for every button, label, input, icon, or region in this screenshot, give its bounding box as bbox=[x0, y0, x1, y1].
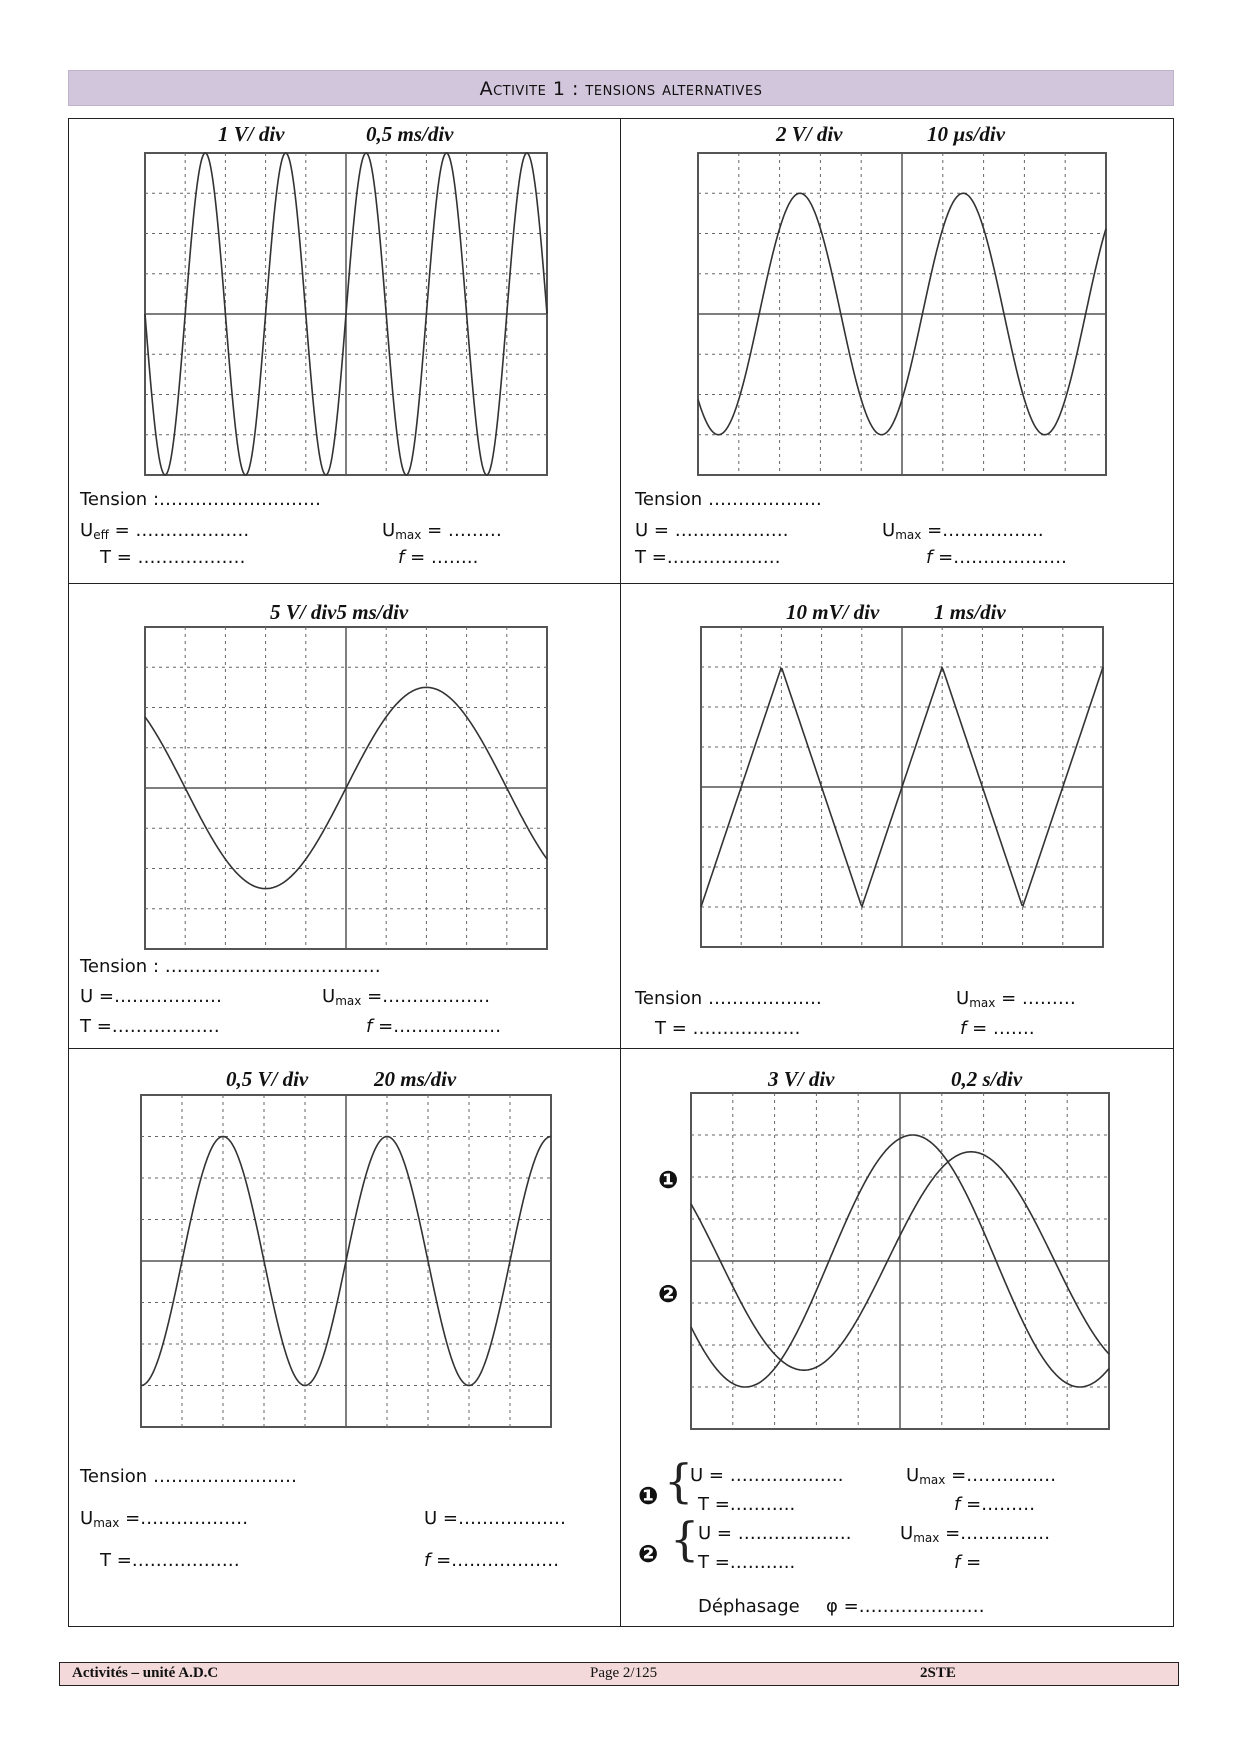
frequency-line: f =……… bbox=[954, 1494, 1036, 1515]
period-line: T =………………. bbox=[635, 547, 781, 568]
umax-line: $U_{max}$ =……………… bbox=[80, 1508, 249, 1530]
umax-line: $U_{max}$ =…………… bbox=[906, 1465, 1057, 1487]
frequency-line: f = …….. bbox=[398, 547, 479, 568]
volt-div-label: 2 V/ div bbox=[776, 122, 843, 146]
frequency-line: f =……………… bbox=[424, 1550, 560, 1571]
curve-2-marker: ❷ bbox=[658, 1280, 679, 1308]
page-footer bbox=[59, 1662, 1179, 1686]
tension-line: Tension ………………. bbox=[635, 988, 822, 1009]
phase-line: φ =………………… bbox=[826, 1596, 985, 1617]
ueff-line: $U_{eff}$ = ………………. bbox=[80, 520, 250, 542]
row-divider bbox=[69, 583, 1173, 584]
u-line: U = ………………. bbox=[635, 520, 789, 541]
scale-label: 5 V/ div5 ms/div bbox=[270, 600, 409, 624]
time-div-label: 0,5 ms/div bbox=[366, 122, 454, 146]
umax-line: $U_{max}$ = ……… bbox=[956, 988, 1076, 1010]
frequency-line: f =………………. bbox=[926, 547, 1067, 568]
tension-line: Tension ………………. bbox=[635, 489, 822, 510]
tension-line: Tension …………………… bbox=[80, 1466, 297, 1487]
umax-line: $U_{max}$ = ……… bbox=[382, 520, 502, 542]
page-title: Activite 1 : tensions alternatives bbox=[68, 70, 1174, 106]
column-divider bbox=[620, 119, 621, 1626]
period-line: T =……….. bbox=[698, 1552, 796, 1573]
period-line: T =……………… bbox=[100, 1550, 240, 1571]
volt-div-label: 3 V/ div bbox=[768, 1067, 835, 1091]
u-line: U =……………… bbox=[80, 986, 222, 1007]
dephasage-label: Déphasage bbox=[698, 1596, 800, 1617]
page-number: Page 2/125 bbox=[590, 1665, 658, 1681]
umax-line: $U_{max}$ =…………….. bbox=[882, 520, 1044, 542]
volt-div-label: 1 V/ div bbox=[218, 122, 285, 146]
oscillogram-6 bbox=[690, 1092, 1110, 1430]
oscillogram-5 bbox=[140, 1094, 552, 1428]
period-line: T =……………… bbox=[80, 1016, 220, 1037]
period-line: T = ……………… bbox=[100, 547, 246, 568]
frequency-line: f =……………… bbox=[366, 1016, 502, 1037]
oscillogram-4 bbox=[700, 626, 1104, 948]
curve-1-marker: ❶ bbox=[638, 1482, 659, 1510]
time-div-label: 20 ms/div bbox=[374, 1067, 457, 1091]
volt-div-label: 10 mV/ div bbox=[786, 600, 880, 624]
brace: { bbox=[670, 1512, 700, 1566]
curve-2-marker: ❷ bbox=[638, 1540, 659, 1568]
volt-div-label: 0,5 V/ div bbox=[226, 1067, 309, 1091]
tension-line: Tension : ……………………………… bbox=[80, 956, 381, 977]
footer-unit: Activités – unité A.D.C bbox=[72, 1665, 219, 1681]
frequency-line: f = bbox=[954, 1552, 982, 1573]
time-div-label: 1 ms/div bbox=[934, 600, 1006, 624]
curve-1-marker: ❶ bbox=[658, 1166, 679, 1194]
oscillogram-1 bbox=[144, 152, 548, 476]
time-div-label: 0,2 s/div bbox=[951, 1067, 1023, 1091]
u-line: U = ………………. bbox=[698, 1523, 852, 1544]
u-line: U =……………… bbox=[424, 1508, 566, 1529]
footer-class: 2STE bbox=[920, 1665, 956, 1681]
oscillogram-3 bbox=[144, 626, 548, 950]
tension-line: Tension :……………………… bbox=[80, 489, 322, 510]
brace: { bbox=[664, 1454, 694, 1508]
row-divider bbox=[69, 1048, 1173, 1049]
period-line: T = ……………… bbox=[655, 1018, 801, 1039]
oscillogram-2 bbox=[697, 152, 1107, 476]
frequency-line: f = ……. bbox=[960, 1018, 1035, 1039]
u-line: U = ………………. bbox=[690, 1465, 844, 1486]
period-line: T =……….. bbox=[698, 1494, 796, 1515]
time-div-label: 10 µs/div bbox=[927, 122, 1006, 146]
umax-line: $U_{max}$ =…………… bbox=[900, 1523, 1051, 1545]
umax-line: $U_{max}$ =……………… bbox=[322, 986, 491, 1008]
